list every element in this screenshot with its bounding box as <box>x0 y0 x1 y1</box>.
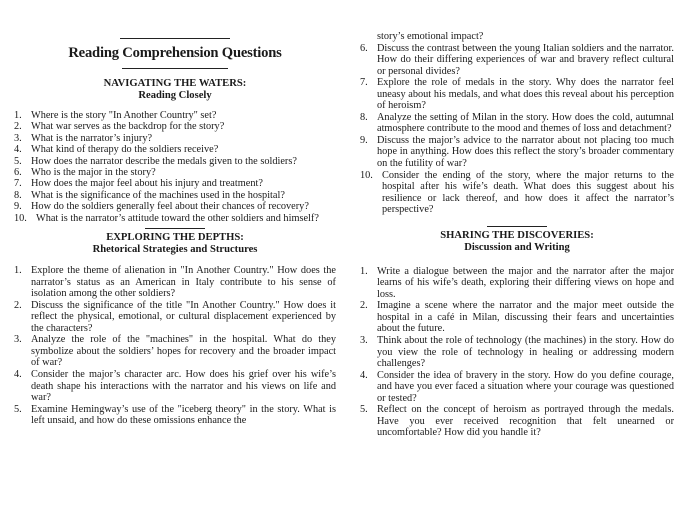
list-item: 3. What is the narrator’s injury? <box>14 132 153 144</box>
list-item: 3. Think about the role of technology (the machines) in the story. How do you view the role of technology in healing or addressing modern challenges? <box>360 335 674 370</box>
list-item: 6. Who is the major in the story? <box>14 167 156 179</box>
section-subheading: Rhetorical Strategies and Structures <box>92 244 258 256</box>
list-item: 8. Analyze the setting of Milan in the story. How does the cold, autumnal atmosphere contribute to the mood and themes of loss and detachment? <box>360 111 674 135</box>
section-sharing <box>360 226 674 439</box>
list-item: 1. Where is the story "In Another Country" set? <box>14 110 217 121</box>
list-item: 9. How do the soldiers generally feel about their chances of recovery? <box>14 201 309 213</box>
list-item: 4. Consider the idea of bravery in the story. How do you define courage, and have you ever faced a situation where your courage was questioned or tested? <box>360 369 674 404</box>
list-item: 2. Discuss the significance of the title "In Another Country." How does it reflect the physical, emotional, or cultural displacement experienced by the characters? <box>14 299 336 334</box>
list-item: 3. Analyze the role of the "machines" in the hospital. What do they symbolize about the soldiers’ hopes for recovery and the broader impact of war? <box>14 334 336 369</box>
list-item: 4. What kind of therapy do the soldiers receive? <box>14 144 219 156</box>
section-heading: EXPLORING THE DEPTHS: <box>106 232 244 244</box>
list-item: 4. Consider the major’s character arc. How does his grief over his wife’s death shape his interactions with the narrator and his views on life and war? <box>14 368 336 404</box>
list-item: 9. Discuss the major’s advice to the narrator about not placing too much hope in anything. How does this reflect the story’s broader commentary on the futility of war? <box>360 134 674 170</box>
title-rule-top <box>120 38 230 39</box>
left-column <box>14 0 336 427</box>
section-subheading: Reading Closely <box>138 90 212 101</box>
section-subheading: Discussion and Writing <box>464 241 570 253</box>
question-list-continued <box>360 31 674 216</box>
list-item: 10. What is the narrator’s attitude toward the other soldiers and himself? <box>14 212 319 224</box>
list-item: 10. Consider the ending of the story, where the major returns to the hospital after his wife’s death. What does this suggest about his resilience or lack thereof, and how does it affect the narrator’s perspective? <box>360 169 674 216</box>
list-item: 7. How does the major feel about his injury and treatment? <box>14 178 263 190</box>
section-rule <box>145 228 205 229</box>
list-item: 7. Explore the role of medals in the story. Why does the narrator feel uneasy about his medals, and what does this reveal about his perception of heroism? <box>360 77 674 112</box>
list-item: 1. Write a dialogue between the major and the narrator after the major learns of his wife’s death, exploring their differing views on hope and loss. <box>360 265 674 300</box>
section-heading: SHARING THE DISCOVERIES: <box>440 229 594 241</box>
section-heading: NAVIGATING THE WATERS: <box>103 78 247 89</box>
list-item: 8. What is the significance of the machines used in the hospital? <box>14 189 285 201</box>
section-exploring <box>14 228 336 427</box>
list-item: 6. Discuss the contrast between the young Italian soldiers and the narrator. How do their differing experiences of war and bravery reflect cultural or personal divides? <box>360 42 674 77</box>
list-item: 5. How does the narrator describe the medals given to the soldiers? <box>14 155 297 167</box>
list-item: 2. Imagine a scene where the narrator and the major meet outside the hospital in a café in Milan, discussing their fears and uncertainties about the future. <box>360 300 674 335</box>
question-list <box>14 265 336 427</box>
section-rule <box>487 226 547 227</box>
list-item: 2. What war serves as the backdrop for the story? <box>14 121 225 133</box>
right-column <box>360 0 674 439</box>
question-list <box>14 110 336 224</box>
list-item: 5. Reflect on the concept of heroism as portrayed through the medals. Have you ever received recognition that felt unearned or uncomfortable? How did you handle it? <box>360 404 674 439</box>
list-item: 1. Explore the theme of alienation in "In Another Country." How does the narrator’s status as an American in Italy contribute to his sense of isolation among the other soldiers? <box>14 265 336 300</box>
title-rule-bottom <box>122 68 228 69</box>
section-navigating <box>14 78 336 224</box>
question-list <box>360 266 674 439</box>
list-item: 5. Examine Hemingway’s use of the "iceberg theory" in the story. What is left unsaid, and how do these omissions enhance the <box>14 403 336 427</box>
page-title: Reading Comprehension Questions <box>68 45 282 61</box>
list-item-continuation: story’s emotional impact? <box>377 31 484 42</box>
